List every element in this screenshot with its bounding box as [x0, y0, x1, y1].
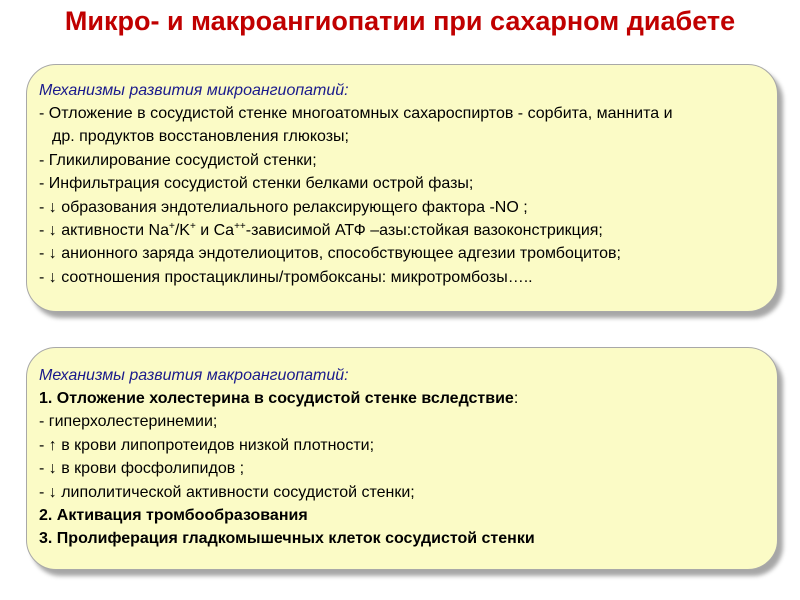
microangiopathy-heading: Механизмы развития микроангиопатий:	[39, 82, 349, 99]
micro-item-5: - ↓ активности Na+/K+ и Ca++-зависимой АТФ –азы:стойкая вазоконстрикция;	[39, 221, 603, 240]
macro-subitem-2: - ↑ в крови липопротеидов низкой плотности;	[39, 436, 375, 454]
macro-item-1-label: 1. Отложение холестерина в сосудистой стенке вследствие	[39, 390, 514, 407]
macro-item-1	[39, 387, 777, 410]
macroangiopathy-heading: Механизмы развития макроангиопатий:	[39, 367, 349, 384]
micro-item-4: - ↓ образования эндотелиального релаксирующего фактора -NO ;	[39, 198, 528, 216]
macroangiopathy-panel	[26, 347, 778, 570]
macro-subitem-4: - ↓ липолитической активности сосудистой стенки;	[39, 483, 415, 501]
macro-item-3: 3. Пролиферация гладкомышечных клеток сосудистой стенки	[39, 530, 535, 548]
micro-item-7: - ↓ соотношения простациклины/тромбоксаны: микротромбозы…..	[39, 268, 533, 286]
macro-subitem-1: - гиперхолестеринемии;	[39, 413, 218, 431]
micro-item-2: - Гликилирование сосудистой стенки;	[39, 151, 317, 169]
microangiopathy-panel	[26, 64, 778, 312]
micro-item-6: - ↓ анионного заряда эндотелиоцитов, способствующее адгезии тромбоцитов;	[39, 245, 621, 263]
micro-item-1-continued: др. продуктов восстановления глюкозы;	[52, 128, 349, 146]
slide-title: Микро- и макроангиопатии при сахарном диабете	[64, 6, 736, 36]
macro-item-2: 2. Активация тромбообразования	[39, 507, 308, 525]
macro-subitem-3: - ↓ в крови фосфолипидов ;	[39, 460, 245, 478]
micro-item-1: - Отложение в сосудистой стенке многоатомных сахароспиртов - сорбита, маннита и	[39, 105, 673, 122]
micro-item-3: - Инфильтрация сосудистой стенки белками острой фазы;	[39, 175, 474, 193]
macro-item-1-colon: :	[513, 390, 519, 407]
